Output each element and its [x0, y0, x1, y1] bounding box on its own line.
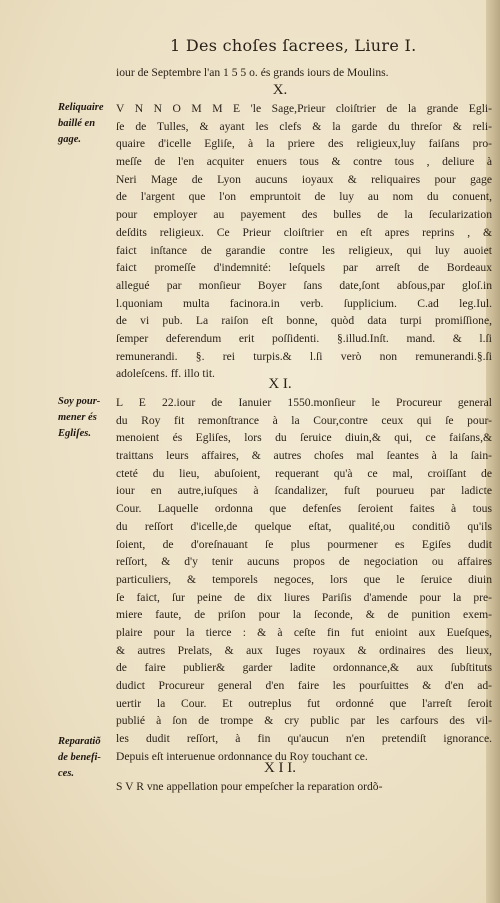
margin-note-line: Egliſes.	[58, 428, 91, 439]
line-text: quaire d'icelle Egliſe, à la priere des religieux,luy faiſans pro-	[116, 137, 492, 151]
line-text: de l'argent que l'on empruntoit de luy au nom du conuent,	[116, 190, 492, 204]
line-text: Cour. Laquelle ordonna que defenſes ſeroient faites à tous	[116, 502, 492, 516]
text-line	[116, 429, 492, 447]
text-line	[116, 659, 492, 677]
text-line	[116, 553, 492, 571]
line-text: ſoient, de d'oreſnauant ſe plus pourmener es Egiſes dudit	[116, 537, 492, 551]
margin-note-line: de benefi-	[58, 752, 101, 763]
section-number-xi: X I.	[268, 376, 292, 392]
intro-line: iour de Septembre l'an 1 5 5 o. és grands iours de Moulins.	[116, 66, 389, 79]
text-line	[116, 100, 492, 118]
line-text: ſe faict, ſur peine de dix liures Pariſis d'amende pour la pre-	[116, 590, 492, 604]
line-text: allegué par monſieur Boyer ſans date,ſont abſous,par gloſ.in	[116, 278, 492, 292]
margin-note-line: baillé en	[58, 118, 96, 129]
line-text: de faire publier& garder ladite ordonnance,& aux ſubſtituts	[116, 661, 492, 675]
text-line	[116, 536, 492, 554]
line-text: plaire pour la tierce : & à ceſte fin fut enioint aux Eueſques,	[116, 625, 492, 639]
text-line	[116, 188, 492, 206]
text-line	[116, 206, 492, 224]
line-text: V N N O M M E 'le Sage,Prieur cloiſtrier de la grande Egli-	[116, 102, 492, 115]
line-text: uertir la Cour. Et outreplus fut ordonné que l'arreſt ſeroit	[116, 696, 492, 710]
margin-note-line: gage.	[58, 134, 82, 145]
text-line	[116, 518, 492, 536]
line-text: dudict Procureur general d'en faire les pourſuittes & d'en ad-	[116, 679, 492, 692]
text-line	[116, 153, 492, 171]
text-line	[116, 642, 492, 660]
text-line	[116, 695, 492, 713]
line-text: menoient és Egliſes, lors du ſeruice diuin,& qui, ce faiſans,&	[116, 431, 492, 445]
line-text: publié à ſon de trompe & cry public par les carfours des vil-	[116, 714, 492, 728]
line-text: pour employer au payement des bulles de la ſecularization	[116, 208, 492, 222]
line-text: L E 22.iour de Ianuier 1550.monſieur le Procureur general	[116, 396, 492, 409]
section-xi-body	[116, 394, 492, 765]
line-text: deſdits religieux. Ce Prieur cloiſtrier en eſt apres reprins , &	[116, 225, 492, 239]
margin-note-line: Reliquaire	[58, 102, 104, 113]
text-line	[116, 677, 492, 695]
line-text: remunerandi. §. rei turpis.& l.ſi verò non remunerandi.§.ſi	[116, 349, 492, 363]
text-line	[116, 118, 492, 136]
margin-note-pourmener	[58, 394, 116, 442]
text-line	[116, 135, 492, 153]
running-head: 1 Des choſes ſacrees, Liure I.	[170, 36, 417, 55]
text-line	[116, 778, 492, 796]
line-text: & autres Prelats, & aux Iuges royaux & ordinaires des lieux,	[116, 643, 492, 657]
line-text: ſe de Tulles, & ayant les clefs & la garde du threſor & reli-	[116, 119, 492, 133]
line-text: faict inſtance de garandie contre les religieux, qui luy auoiet	[116, 243, 492, 257]
line-text: Neri Mage de Lyon aucuns ioyaux & reliquaires pour gage	[116, 172, 492, 186]
text-line	[116, 394, 492, 412]
margin-note-line: Soy pour-	[58, 396, 101, 407]
margin-note-line: ces.	[58, 768, 75, 779]
text-line	[116, 730, 492, 748]
line-text: l.quoniam multa facinora.in verb. ſupplicium. C.ad leg.Iul.	[116, 296, 492, 310]
text-line	[116, 224, 492, 242]
text-line	[116, 412, 492, 430]
section-number-x: X.	[272, 82, 288, 98]
line-text: faict promeſſe d'indemnité: leſquels par arreſt de Bordeaux	[116, 261, 492, 275]
text-line	[116, 571, 492, 589]
section-xii-body	[116, 778, 492, 796]
text-line	[116, 447, 492, 465]
text-line	[116, 277, 492, 295]
line-text: les dudit reſſort, à fin qu'aucun n'en pretendiſt ignorance.	[116, 732, 492, 746]
line-text: traittans leurs affaires, & autres choſes mal ſeantes à la ſain-	[116, 449, 492, 463]
line-text: miere faute, de priſon pour la ſeconde, & de punition exem-	[116, 608, 492, 622]
text-line	[116, 242, 492, 260]
line-text: de vi pub. La raiſon eſt bonne, quòd data turpi promiſſione,	[116, 314, 492, 328]
text-line	[116, 348, 492, 366]
line-text: cteté du lieu, abuſoient, requerant qu'à ce mal, croiſſant de	[116, 466, 492, 480]
text-line	[116, 482, 492, 500]
margin-note-line: mener és	[58, 412, 97, 423]
section-number-xii: X I I.	[263, 760, 297, 776]
line-text: du Roy fit remonſtrance à la Cour,contre ceux qui ſe pour-	[116, 413, 492, 427]
line-text: du reſſort d'icelle,de quelque eſtat, qualité,ou conditiõ qu'ils	[116, 519, 492, 533]
line-text: iour en autre,iuſques à ſcandalizer, fuſt pourueu par ladicte	[116, 484, 492, 498]
line-text: ſemper deferendum erit poſſidenti. §.illud.Inſt. mand. & l.ſi	[116, 331, 492, 345]
line-text: adoleſcens. ff. illo tit.	[116, 367, 215, 381]
text-line	[116, 330, 492, 348]
text-line	[116, 500, 492, 518]
line-text: Depuis eſt interuenue ordonnance du Roy touchant ce.	[116, 749, 368, 763]
line-text: particuliers, & temporels negoces, lors que le ſeruice diuin	[116, 572, 492, 586]
text-line	[116, 171, 492, 189]
intro-line-block	[116, 64, 492, 82]
margin-note-reparation	[58, 734, 116, 782]
text-line	[116, 589, 492, 607]
text-line	[116, 712, 492, 730]
text-line	[116, 259, 492, 277]
margin-note-reliquaire	[58, 100, 116, 148]
text-line	[116, 624, 492, 642]
text-line	[116, 295, 492, 313]
line-text: meſſe de l'en acquiter enuers tous & contre tous , deliure à	[116, 155, 492, 169]
margin-note-line: Reparatiõ	[58, 736, 101, 747]
line-text: reſſort, & d'y tenir aucuns propos de negociation ou affaires	[116, 555, 492, 569]
text-line	[116, 465, 492, 483]
line-text: S V R vne appellation pour empeſcher la reparation ordõ-	[116, 780, 383, 793]
text-line	[116, 312, 492, 330]
section-x-body	[116, 100, 492, 383]
text-line	[116, 606, 492, 624]
